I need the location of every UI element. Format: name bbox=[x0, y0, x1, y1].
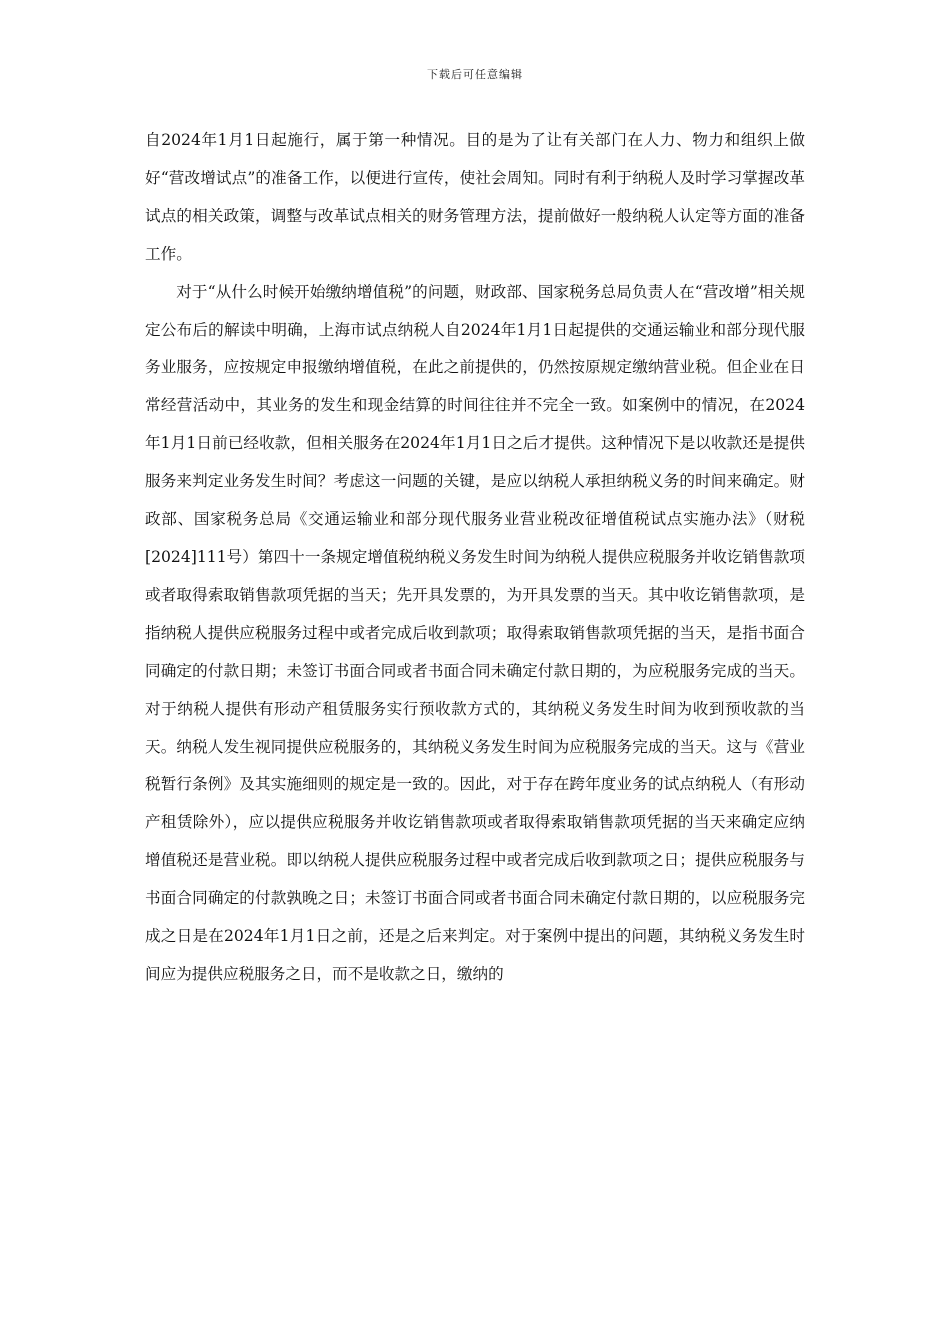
document-body bbox=[145, 122, 805, 994]
paragraph-tax-obligation-timing: 对于“从什么时候开始缴纳增值税”的问题，财政部、国家税务总局负责人在“营改增”相关规定公布后的解读中明确，上海市试点纳税人自2024年1月1日起提供的交通运输业和部分现代服务业服务，应按规定申报缴纳增值税，在此之前提供的，仍然按原规定缴纳营业税。但企业在日常经营活动中，其业务的发生和现金结算的时间往往并不完全一致。如案例中的情况，在2024年1月1日前已经收款，但相关服务在2024年1月1日之后才提供。这种情况下是以收款还是提供服务来判定业务发生时间？考虑这一问题的关键，是应以纳税人承担纳税义务的时间来确定。财政部、国家税务总局《交通运输业和部分现代服务业营业税改征增值税试点实施办法》（财税[2024]111号）第四十一条规定增值税纳税义务发生时间为纳税人提供应税服务并收讫销售款项或者取得索取销售款项凭据的当天；先开具发票的，为开具发票的当天。其中收讫销售款项，是指纳税人提供应税服务过程中或者完成后收到款项；取得索取销售款项凭据的当天，是指书面合同确定的付款日期；未签订书面合同或者书面合同未确定付款日期的，为应税服务完成的当天。对于纳税人提供有形动产租赁服务实行预收款方式的，其纳税义务发生时间为收到预收款的当天。纳税人发生视同提供应税服务的，其纳税义务发生时间为应税服务完成的当天。这与《营业税暂行条例》及其实施细则的规定是一致的。因此，对于存在跨年度业务的试点纳税人（有形动产租赁除外），应以提供应税服务并收讫销售款项或者取得索取销售款项凭据的当天来确定应纳增值税还是营业税。即以纳税人提供应税服务过程中或者完成后收到款项之日；提供应税服务与书面合同确定的付款孰晚之日；未签订书面合同或者书面合同未确定付款日期的，以应税服务完成之日是在2024年1月1日之前，还是之后来判定。对于案例中提出的问题，其纳税义务发生时间应为提供应税服务之日，而不是收款之日，缴纳的 bbox=[145, 282, 805, 983]
paragraph-continuation: 自2024年1月1日起施行，属于第一种情况。目的是为了让有关部门在人力、物力和组织上做好“营改增试点”的准备工作，以便进行宣传，使社会周知。同时有利于纳税人及时学习掌握改革试点的相关政策，调整与改革试点相关的财务管理方法，提前做好一般纳税人认定等方面的准备工作。 bbox=[145, 131, 805, 263]
page-header-watermark: 下载后可任意编辑 bbox=[427, 68, 523, 81]
